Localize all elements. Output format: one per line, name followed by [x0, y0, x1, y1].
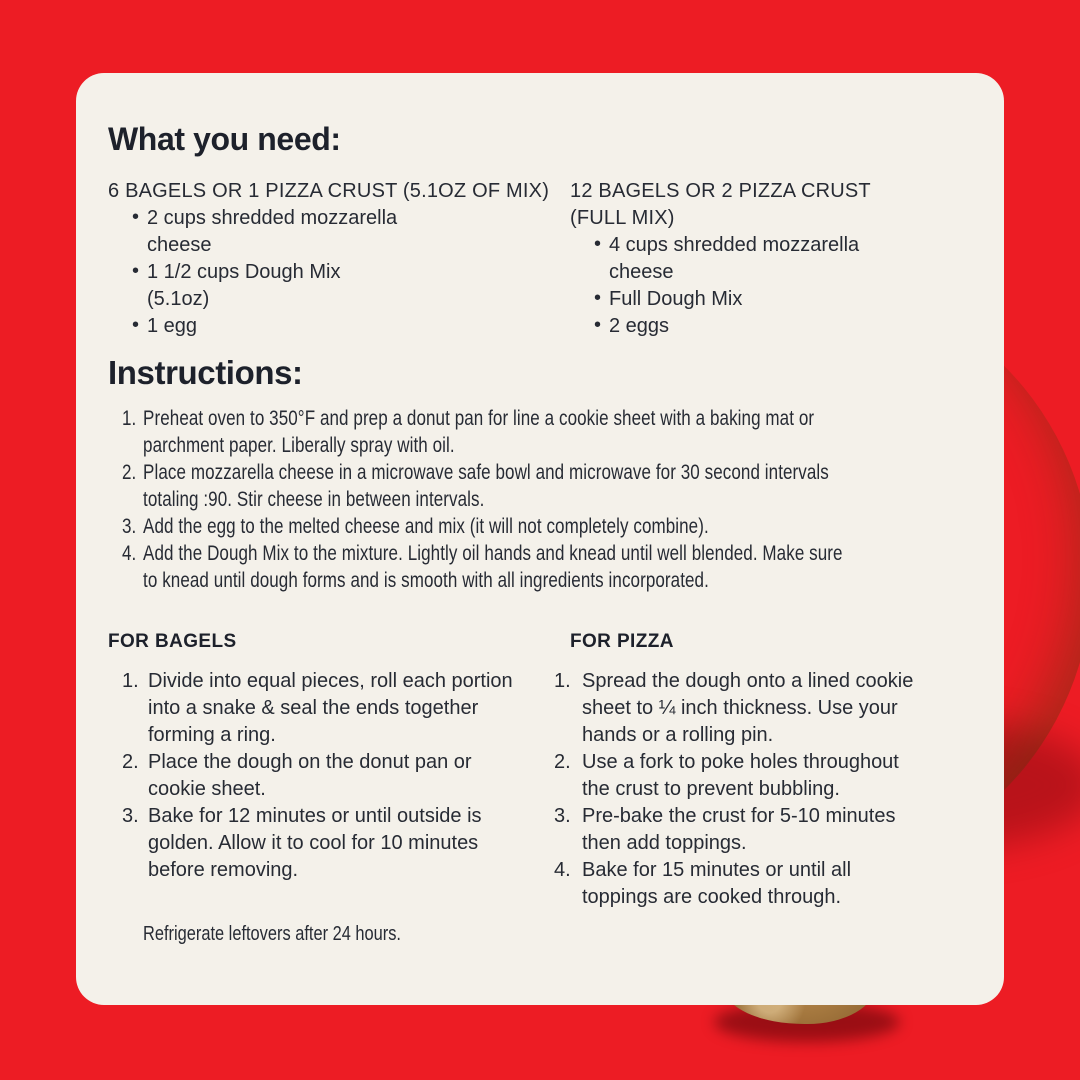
ingredient-list — [570, 232, 960, 340]
section-header-pizza: FOR PIZZA — [570, 631, 674, 652]
ingredient-item: • 1 1/2 cups Dough Mix (5.1oz) — [108, 259, 403, 313]
ingredient-list — [108, 205, 570, 340]
section-step: Pre-bake the crust for 5-10 minutes then add toppings. — [582, 805, 896, 854]
variants-section — [108, 628, 960, 911]
ingredient-item: • 2 eggs — [570, 313, 865, 340]
section-header-bagels: FOR BAGELS — [108, 631, 237, 652]
ingredients-section — [108, 178, 960, 340]
ingredient-item: • 1 egg — [108, 313, 403, 340]
instruction-step: Place mozzarella cheese in a microwave safe bowl and microwave for 30 second intervals totaling :90. Stir cheese in between intervals. — [143, 461, 829, 511]
instruction-step: Add the Dough Mix to the mixture. Lightly oil hands and knead until well blended. Make sure to knead until dough forms and is smooth with all ingredients incorporated. — [143, 542, 843, 592]
ingredient-item: • 4 cups shredded mozzarella cheese — [570, 232, 865, 286]
section-step: Use a fork to poke holes throughout the crust to prevent bubbling. — [582, 751, 899, 800]
pizza-steps-list — [570, 668, 960, 911]
ingredients-column-full-batch — [570, 178, 960, 340]
section-step: Bake for 15 minutes or until all toppings are cooked through. — [582, 859, 852, 908]
ingredient-item: • 2 cups shredded mozzarella cheese — [108, 205, 403, 259]
instruction-step: Add the egg to the melted cheese and mix (it will not completely combine). — [143, 515, 709, 538]
instruction-step: Preheat oven to 350°F and prep a donut pan for line a cookie sheet with a baking mat or parchment paper. Liberally spray with oil. — [143, 407, 815, 457]
section-step: Spread the dough onto a lined cookie sheet to ¼ inch thickness. Use your hands or a rolling pin. — [582, 670, 914, 746]
section-step: Place the dough on the donut pan or cookie sheet. — [148, 751, 472, 800]
ingredient-item: • Full Dough Mix — [570, 286, 865, 313]
ingredients-column-small-batch — [108, 178, 570, 340]
for-pizza-column — [570, 628, 960, 911]
bagel-steps-list — [108, 668, 570, 884]
section-step: Divide into equal pieces, roll each portion into a snake & seal the ends together forming a ring. — [148, 670, 513, 746]
leftover-note-wrap — [143, 921, 960, 948]
ingredient-header: 6 BAGELS OR 1 PIZZA CRUST (5.1OZ OF MIX) — [108, 180, 550, 202]
recipe-card — [76, 73, 1004, 1005]
section-step: Bake for 12 minutes or until outside is golden. Allow it to cool for 10 minutes before removing. — [148, 805, 482, 881]
for-bagels-column — [108, 628, 570, 911]
need-heading: What you need: — [108, 121, 341, 157]
instructions-heading: Instructions: — [108, 354, 303, 391]
ingredient-header: 12 BAGELS OR 2 PIZZA CRUST (FULL MIX) — [570, 180, 871, 229]
leftover-note: Refrigerate leftovers after 24 hours. — [143, 923, 401, 945]
instructions-list — [122, 405, 859, 594]
